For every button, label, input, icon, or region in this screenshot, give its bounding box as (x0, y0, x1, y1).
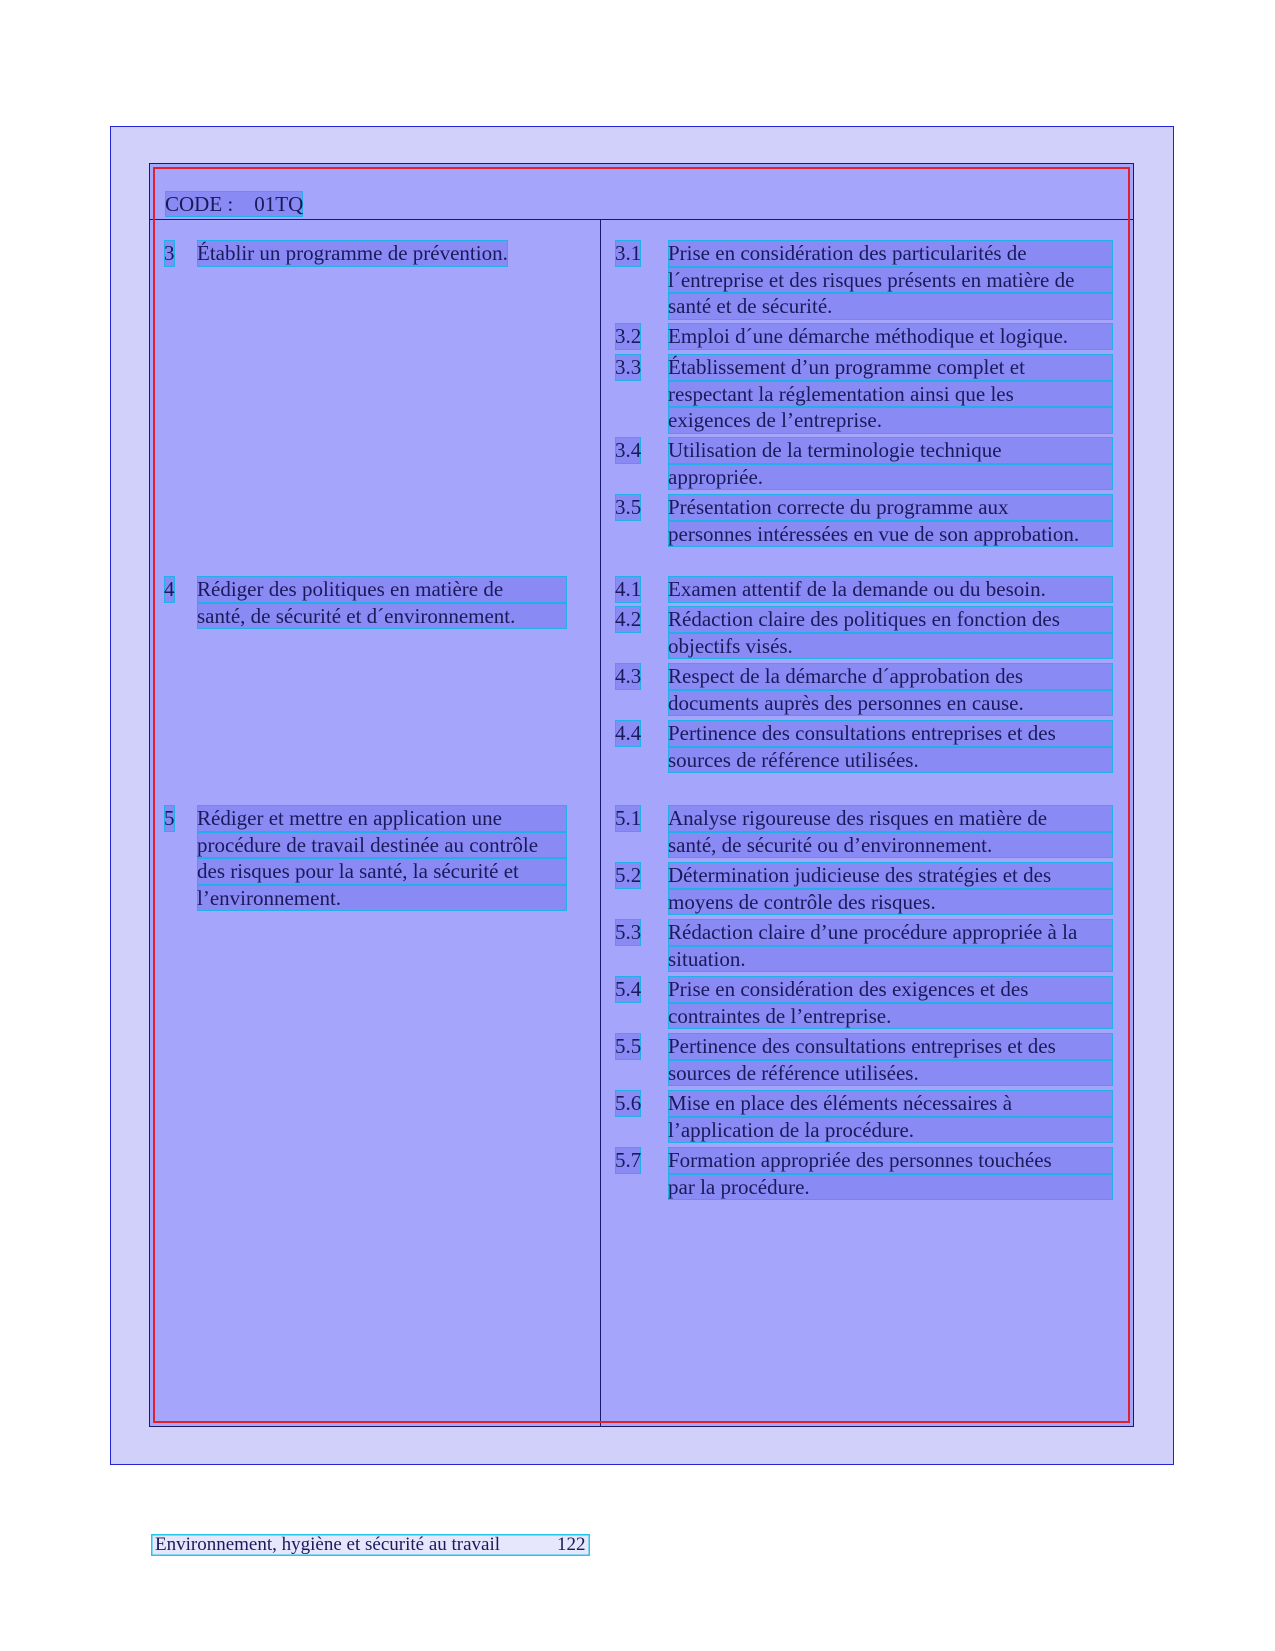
element-line: Rédiger des politiques en matière de (197, 576, 567, 603)
criterion-text (668, 862, 1113, 915)
code-label-text: CODE : (165, 192, 234, 216)
criterion-line: l´entreprise et des risques présents en matière de (668, 267, 1113, 294)
criterion-number: 3.5 (615, 495, 642, 519)
criterion-line: appropriée. (668, 464, 1113, 491)
criterion-line: Rédaction claire des politiques en fonction des (668, 606, 1113, 633)
criterion-line: Respect de la démarche d´approbation des (668, 663, 1113, 690)
element-number: 4 (164, 577, 175, 601)
criterion-number: 3.3 (615, 355, 642, 379)
code-value: 01TQ (254, 192, 304, 216)
element-line: procédure de travail destinée au contrôle (197, 832, 567, 859)
criterion-number: 3.1 (615, 241, 642, 265)
criterion-line: exigences de l’entreprise. (668, 407, 1113, 434)
competence-table (149, 163, 1134, 1427)
criterion-number: 4.2 (615, 607, 642, 631)
criterion-line: Détermination judicieuse des stratégies et des (668, 862, 1113, 889)
criterion-number: 4.1 (615, 577, 642, 601)
criterion-number: 5.4 (615, 977, 642, 1001)
element-number: 3 (164, 241, 175, 265)
criterion-line: respectant la réglementation ainsi que les (668, 381, 1113, 408)
criterion-line: Établissement d’un programme complet et (668, 354, 1113, 381)
criterion-number: 3.2 (615, 324, 642, 348)
column-divider (600, 219, 601, 1426)
element-text (197, 240, 567, 267)
criterion-number: 5.3 (615, 920, 642, 944)
criterion-text (668, 1090, 1113, 1143)
criterion-text (668, 976, 1113, 1029)
element-line: des risques pour la santé, la sécurité et (197, 858, 567, 885)
criterion-text (668, 576, 1113, 603)
criterion-text (668, 494, 1113, 547)
criterion-line: personnes intéressées en vue de son approbation. (668, 521, 1113, 548)
criterion-line: par la procédure. (668, 1174, 1113, 1201)
criterion-line: Utilisation de la terminologie technique (668, 437, 1113, 464)
criterion-line: Pertinence des consultations entreprises et des (668, 1033, 1113, 1060)
criterion-number: 5.5 (615, 1034, 642, 1058)
element-number: 5 (164, 806, 175, 830)
criterion-line: Examen attentif de la demande ou du besoin. (668, 576, 1113, 603)
code-header-row (150, 164, 1133, 220)
criterion-text (668, 323, 1113, 350)
criterion-number: 3.4 (615, 438, 642, 462)
element-text (197, 805, 567, 911)
criterion-line: Mise en place des éléments nécessaires à (668, 1090, 1113, 1117)
code-label (165, 191, 303, 217)
criterion-text (668, 606, 1113, 659)
criterion-line: l’application de la procédure. (668, 1117, 1113, 1144)
criterion-text (668, 805, 1113, 858)
criterion-number: 5.1 (615, 806, 642, 830)
criterion-text (668, 663, 1113, 716)
criterion-number: 5.7 (615, 1148, 642, 1172)
criterion-text (668, 720, 1113, 773)
criterion-line: Prise en considération des particularités de (668, 240, 1113, 267)
criterion-line: moyens de contrôle des risques. (668, 889, 1113, 916)
criterion-line: sources de référence utilisées. (668, 747, 1113, 774)
criterion-line: Emploi d´une démarche méthodique et logique. (668, 323, 1113, 350)
criterion-line: Formation appropriée des personnes touchées (668, 1147, 1113, 1174)
criterion-line: Prise en considération des exigences et des (668, 976, 1113, 1003)
criterion-number: 5.6 (615, 1091, 642, 1115)
element-text (197, 576, 567, 629)
criterion-number: 4.4 (615, 721, 642, 745)
criterion-text (668, 919, 1113, 972)
criterion-text (668, 354, 1113, 434)
criterion-text (668, 1147, 1113, 1200)
criterion-line: Présentation correcte du programme aux (668, 494, 1113, 521)
page-number: 122 (557, 1534, 586, 1555)
criterion-line: Rédaction claire d’une procédure appropriée à la (668, 919, 1113, 946)
element-line: Établir un programme de prévention. (197, 241, 508, 265)
criterion-line: Analyse rigoureuse des risques en matière de (668, 805, 1113, 832)
element-line: Rédiger et mettre en application une (197, 805, 567, 832)
element-line: l’environnement. (197, 885, 567, 912)
criterion-text (668, 1033, 1113, 1086)
criterion-number: 5.2 (615, 863, 642, 887)
element-line: santé, de sécurité et d´environnement. (197, 603, 567, 630)
criterion-line: contraintes de l’entreprise. (668, 1003, 1113, 1030)
criterion-line: santé et de sécurité. (668, 293, 1113, 320)
criterion-line: santé, de sécurité ou d’environnement. (668, 832, 1113, 859)
criterion-text (668, 437, 1113, 490)
criterion-line: objectifs visés. (668, 633, 1113, 660)
criterion-line: sources de référence utilisées. (668, 1060, 1113, 1087)
page-footer (151, 1534, 590, 1556)
criterion-line: documents auprès des personnes en cause. (668, 690, 1113, 717)
criterion-line: Pertinence des consultations entreprises et des (668, 720, 1113, 747)
criterion-number: 4.3 (615, 664, 642, 688)
criterion-line: situation. (668, 946, 1113, 973)
footer-title: Environnement, hygiène et sécurité au travail (155, 1534, 501, 1555)
criterion-text (668, 240, 1113, 320)
